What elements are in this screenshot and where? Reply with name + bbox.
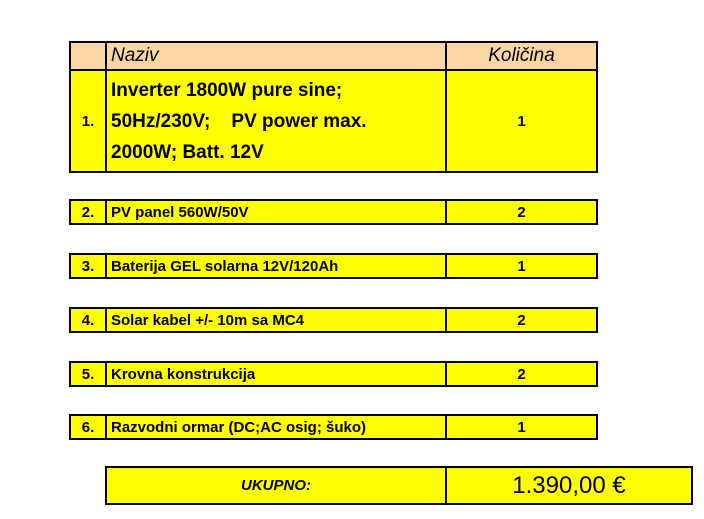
item-4-num: 4. (81, 311, 95, 329)
total-value: 1.390,00 € (512, 471, 626, 499)
item-6-name: Razvodni ormar (DC;AC osig; šuko) (111, 418, 367, 436)
item-2-name: PV panel 560W/50V (111, 203, 249, 221)
item-3-qty: 1 (517, 257, 526, 275)
item-3-qty-cell (445, 253, 598, 279)
item-1-num-cell (69, 69, 107, 173)
item-1-name-cell (105, 69, 447, 173)
item-1-name-line-3: 2000W; Batt. 12V (111, 141, 264, 163)
item-1-qty: 1 (517, 112, 526, 130)
header-qty-cell (445, 41, 598, 71)
item-3-num: 3. (81, 257, 95, 275)
item-3-name: Baterija GEL solarna 12V/120Ah (111, 257, 339, 275)
item-6-qty: 1 (517, 418, 526, 436)
header-qty-label: Količina (488, 45, 555, 66)
item-5-num: 5. (81, 365, 95, 383)
item-4-name-cell (105, 307, 447, 333)
item-6-qty-cell (445, 414, 598, 440)
item-3-name-cell (105, 253, 447, 279)
item-5-name: Krovna konstrukcija (111, 365, 256, 383)
item-5-qty: 2 (517, 365, 526, 383)
total-label-cell (105, 466, 447, 505)
item-6-name-cell (105, 414, 447, 440)
item-1-name-line-1: Inverter 1800W pure sine; (111, 79, 343, 101)
item-5-num-cell (69, 361, 107, 387)
item-2-name-cell (105, 199, 447, 225)
header-num-cell (69, 41, 107, 71)
item-4-qty-cell (445, 307, 598, 333)
item-4-name: Solar kabel +/- 10m sa MC4 (111, 311, 305, 329)
item-2-num-cell (69, 199, 107, 225)
item-1-qty-cell (445, 69, 598, 173)
item-5-name-cell (105, 361, 447, 387)
item-3-num-cell (69, 253, 107, 279)
item-2-num: 2. (81, 203, 95, 221)
item-5-qty-cell (445, 361, 598, 387)
item-2-qty-cell (445, 199, 598, 225)
item-1-name-line-2: 50Hz/230V; PV power max. (111, 110, 367, 132)
item-6-num: 6. (81, 418, 95, 436)
item-4-num-cell (69, 307, 107, 333)
item-6-num-cell (69, 414, 107, 440)
total-label: UKUPNO: (241, 477, 311, 494)
item-4-qty: 2 (517, 311, 526, 329)
item-1-num: 1. (81, 112, 95, 130)
item-2-qty: 2 (517, 203, 526, 221)
header-name-cell (105, 41, 447, 71)
item-1-name (111, 75, 367, 168)
header-name-label: Naziv (111, 45, 159, 66)
total-value-cell (445, 466, 693, 505)
